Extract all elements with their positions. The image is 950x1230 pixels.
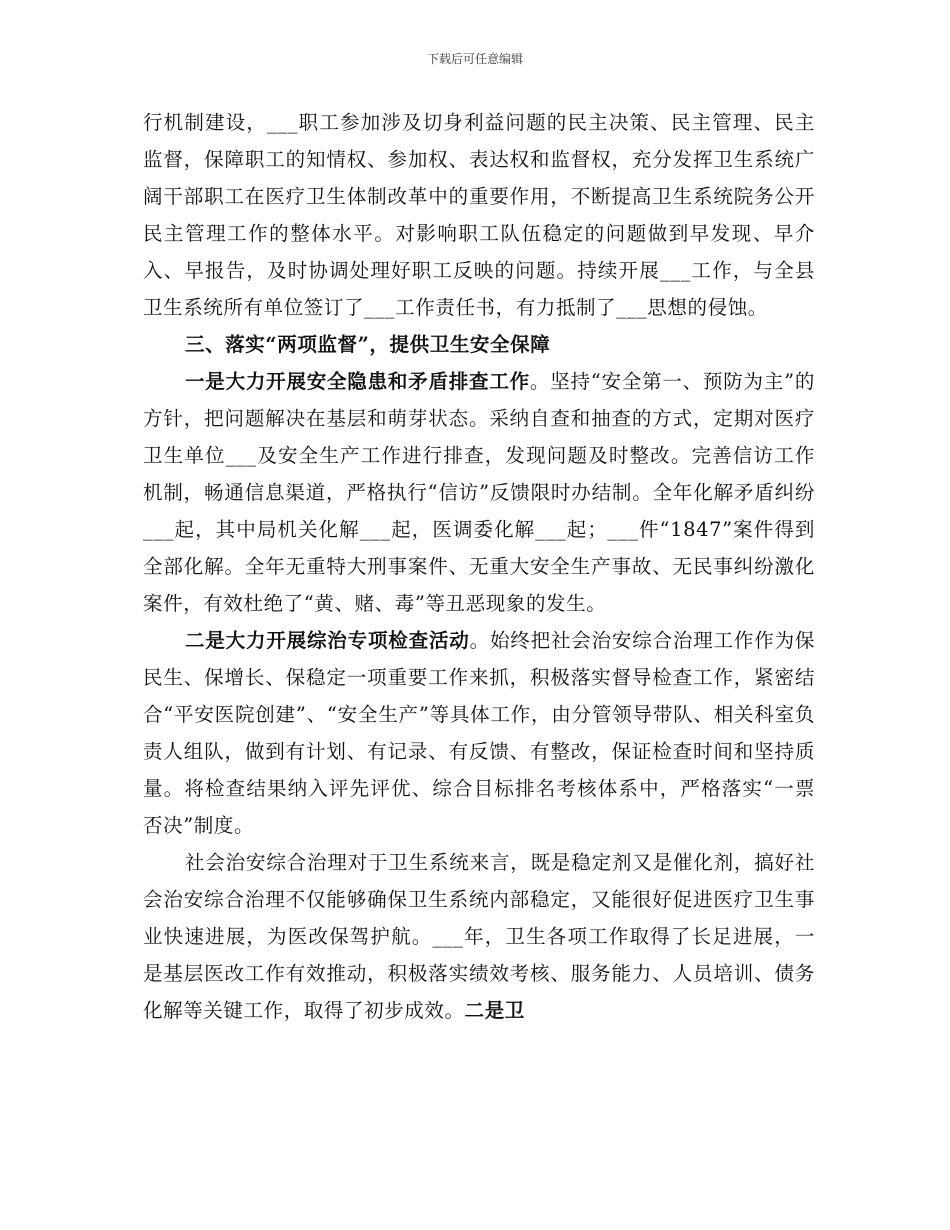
section-heading: 三、落实“两项监督”，提供卫生安全保障 bbox=[185, 333, 551, 356]
paragraph-text: 社会治安综合治理对于卫生系统来言，既是稳定剂又是催化剂，搞好社会治安综合治理不仅能够确保卫生系统内部稳定，又能很好促进医疗卫生事业快速进展，为医改保驾护航。___年，卫生各项工作取得了长足进展，一是基层医改工作有效推动，积极落实绩效考核、服务能力、人员培训、债务化解等关键工作，取得了初步成效。 bbox=[143, 851, 815, 1022]
paragraph-tail: 二是卫 bbox=[464, 999, 525, 1022]
paragraph-lead: 二是大力开展综治专项检查活动 bbox=[185, 629, 470, 652]
document-body bbox=[143, 104, 815, 1029]
page-header: 下载后可任意编辑 bbox=[426, 52, 523, 66]
paragraph-special-inspection bbox=[143, 622, 815, 844]
paragraph-safety-inspection bbox=[143, 363, 815, 622]
paragraph-summary bbox=[143, 844, 815, 1029]
paragraph-lead: 一是大力开展安全隐患和矛盾排查工作 bbox=[185, 370, 530, 393]
paragraph-continuation: 行机制建设，___职工参加涉及切身利益问题的民主决策、民主管理、民主监督，保障职工的知情权、参加权、表达权和监督权，充分发挥卫生系统广阔干部职工在医疗卫生体制改革中的重要作用，不断提高卫生系统院务公开民主管理工作的整体水平。对影响职工队伍稳定的问题做到早发现、早介入、早报告，及时协调处理好职工反映的问题。持续开展___工作，与全县卫生系统所有单位签订了___工作责任书，有力抵制了___思想的侵蚀。 bbox=[143, 111, 815, 319]
paragraph-text: 。始终把社会治安综合治理工作作为保民生、保增长、保稳定一项重要工作来抓，积极落实督导检查工作，紧密结合“平安医院创建”、“安全生产”等具体工作，由分管领导带队、相关科室负责人组队，做到有计划、有记录、有反馈、有整改，保证检查时间和坚持质量。将检查结果纳入评先评优、综合目标排名考核体系中，严格落实“一票否决”制度。 bbox=[143, 629, 816, 837]
paragraph-text: 。坚持“安全第一、预防为主”的方针，把问题解决在基层和萌芽状态。采纳自查和抽查的方式，定期对医疗卫生单位___及安全生产工作进行排查，发现问题及时整改。完善信访工作机制，畅通信息渠道，严格执行“信访”反馈限时办结制。全年化解矛盾纠纷___起，其中局机关化解___起，医调委化解___起；___件“1847”案件得到全部化解。全年无重特大刑事案件、无重大安全生产事故、无民事纠纷激化案件，有效杜绝了“黄、赌、毒”等丑恶现象的发生。 bbox=[143, 370, 815, 615]
